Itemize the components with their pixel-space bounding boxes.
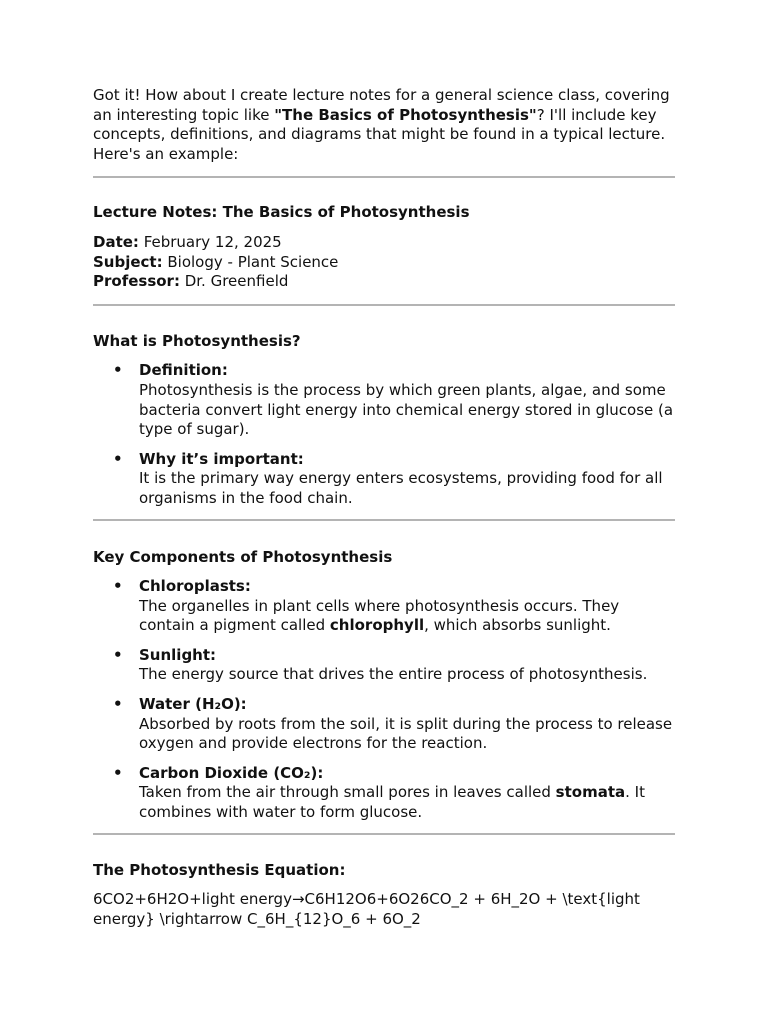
equation-text: 6CO2+6H2O+light energy→C6H12O6+6O26CO_2 + 6H_2O + \text{light energy} \rightarrow C_6H_{12}O_6 + 6O_2 bbox=[93, 890, 640, 928]
section-heading-key-components: Key Components of Photosynthesis bbox=[93, 547, 393, 566]
bullet-icon: • bbox=[113, 763, 123, 782]
bullet-icon: • bbox=[113, 361, 123, 380]
divider bbox=[93, 833, 675, 835]
bullet-icon: • bbox=[113, 645, 123, 664]
divider bbox=[93, 176, 675, 178]
item-text: The energy source that drives the entire process of photosynthesis. bbox=[139, 665, 648, 684]
document-page bbox=[93, 0, 675, 929]
date-label: Date: bbox=[93, 232, 139, 251]
professor-value: Dr. Greenfield bbox=[179, 272, 289, 291]
section-heading-equation: The Photosynthesis Equation: bbox=[93, 860, 346, 879]
item-bold-term: stomata bbox=[555, 783, 626, 802]
item-bold-term: chlorophyll bbox=[329, 616, 425, 635]
item-label: Chloroplasts: bbox=[139, 577, 251, 596]
intro-text-after: ? I'll include key concepts, definitions, and diagrams that might be found in a typical lecture. Here's an example: bbox=[93, 105, 666, 163]
date-value: February 12, 2025 bbox=[138, 232, 282, 251]
key-components-list bbox=[93, 577, 675, 823]
item-label: Carbon Dioxide (CO₂): bbox=[139, 763, 324, 782]
list-item-sunlight bbox=[93, 646, 675, 685]
intro-paragraph bbox=[93, 86, 675, 164]
list-item-carbon-dioxide bbox=[93, 764, 675, 823]
subject-label: Subject: bbox=[93, 252, 163, 271]
item-text: It is the primary way energy enters ecosystems, providing food for all organisms in the food chain. bbox=[139, 469, 663, 507]
item-label: Why it’s important: bbox=[139, 449, 304, 468]
item-label: Sunlight: bbox=[139, 645, 217, 664]
intro-text-before: Got it! How about I create lecture notes for a general science class, covering an interesting topic like bbox=[93, 86, 670, 124]
item-label: Water (H₂O): bbox=[139, 695, 247, 714]
item-text: Photosynthesis is the process by which green plants, algae, and some bacteria convert light energy into chemical energy stored in glucose (a type of sugar). bbox=[139, 380, 674, 439]
item-text-after: , which absorbs sunlight. bbox=[424, 616, 611, 635]
divider bbox=[93, 304, 675, 306]
item-label: Definition: bbox=[139, 361, 228, 380]
professor-label: Professor: bbox=[93, 272, 180, 291]
what-is-list bbox=[93, 361, 675, 508]
list-item-water bbox=[93, 695, 675, 754]
item-text-before: The organelles in plant cells where photosynthesis occurs. They contain a pigment called bbox=[139, 596, 620, 635]
list-item-definition bbox=[93, 361, 675, 439]
bullet-icon: • bbox=[113, 449, 123, 468]
section-heading-what-is: What is Photosynthesis? bbox=[93, 331, 301, 350]
item-text: Absorbed by roots from the soil, it is split during the process to release oxygen and provide electrons for the reaction. bbox=[139, 714, 673, 753]
bullet-icon: • bbox=[113, 695, 123, 714]
item-text-after: . It combines with water to form glucose. bbox=[139, 783, 645, 822]
divider bbox=[93, 519, 675, 521]
bullet-icon: • bbox=[113, 577, 123, 596]
intro-topic: "The Basics of Photosynthesis" bbox=[274, 105, 537, 124]
list-item-chloroplasts bbox=[93, 577, 675, 636]
lecture-title: Lecture Notes: The Basics of Photosynthesis bbox=[93, 203, 470, 222]
list-item-importance bbox=[93, 450, 675, 509]
subject-value: Biology - Plant Science bbox=[162, 252, 339, 271]
item-text-before: Taken from the air through small pores in leaves called bbox=[139, 783, 556, 802]
lecture-meta bbox=[93, 233, 675, 292]
